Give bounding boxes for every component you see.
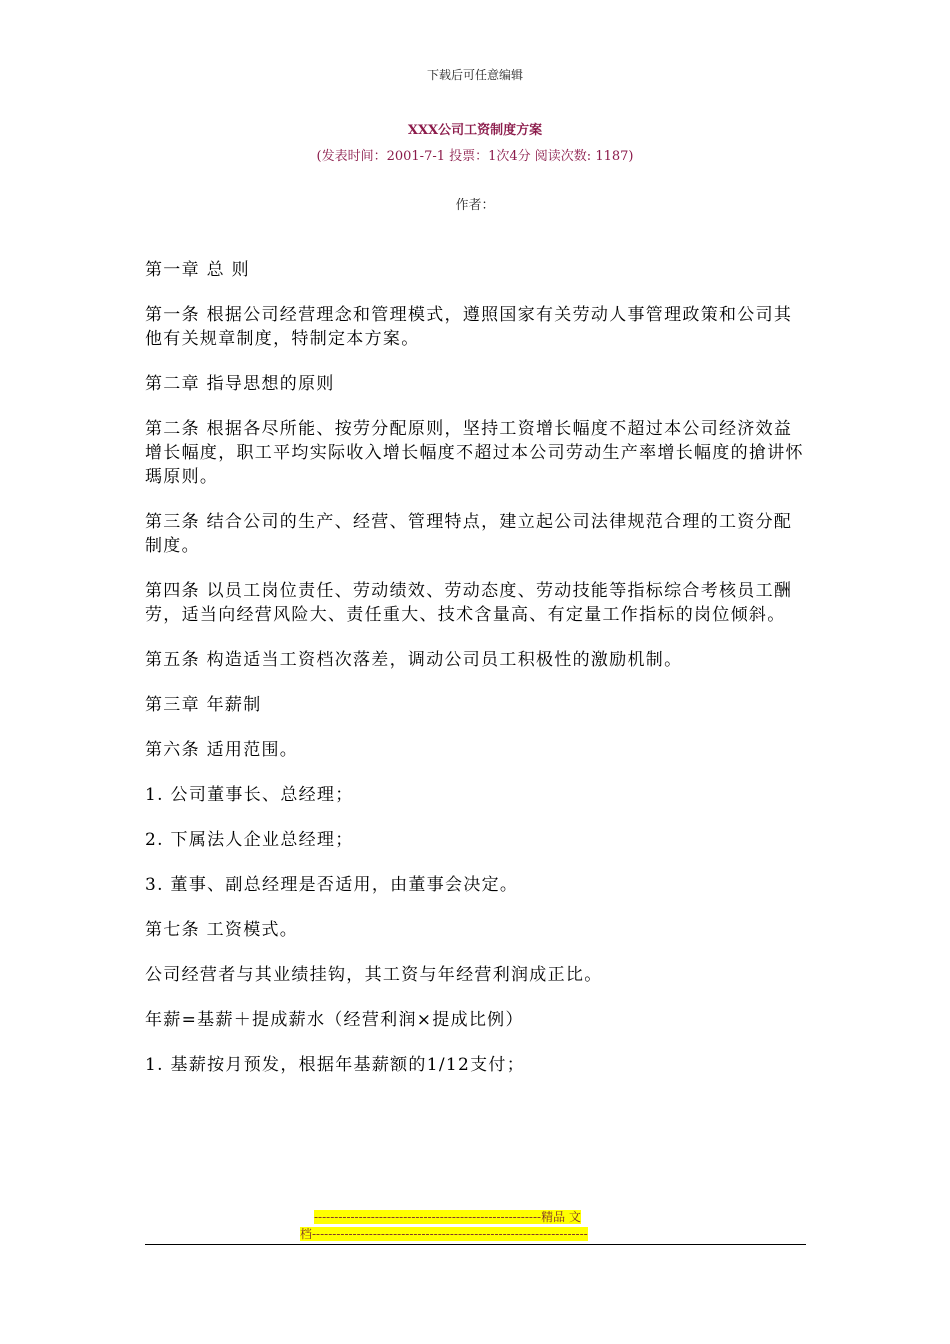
footer-watermark-line-2: 档--------------------------------------------------------------------	[300, 1227, 588, 1241]
salary-formula: 年薪=基薪＋提成薪水（经营利润×提成比例）	[145, 1010, 524, 1030]
chapter-2-heading: 第二章 指导思想的原则	[145, 374, 335, 394]
document-title: XXX公司工资制度方案	[407, 123, 543, 138]
list-item: 3. 董事、副总经理是否适用，由董事会决定。	[145, 875, 519, 895]
article-6: 第六条 适用范围。	[145, 740, 299, 760]
article-4: 第四条 以员工岗位责任、劳动绩效、劳动态度、劳动技能等指标综合考核员工酬劳，适当向经营风险大、责任重大、技术含量高、有定量工作指标的岗位倾斜。	[145, 581, 793, 625]
article-1: 第一条 根据公司经营理念和管理模式，遵照国家有关劳动人事管理政策和公司其他有关规章制度，特制定本方案。	[145, 305, 793, 349]
body-paragraph: 公司经营者与其业绩挂钩，其工资与年经营利润成正比。	[145, 965, 603, 985]
list-item: 1. 基薪按月预发，根据年基薪额的1/12支付；	[145, 1055, 525, 1075]
document-meta: (发表时间：2001-7-1 投票：1次4分 阅读次数: 1187)	[316, 149, 634, 164]
article-7: 第七条 工资模式。	[145, 920, 299, 940]
document-author: 作者：	[455, 198, 495, 213]
chapter-1-heading: 第一章 总 则	[145, 260, 250, 280]
article-5: 第五条 构造适当工资档次落差，调动公司员工积极性的激励机制。	[145, 650, 683, 670]
article-3: 第三条 结合公司的生产、经营、管理特点，建立起公司法律规范合理的工资分配制度。	[145, 512, 793, 556]
footer-divider	[145, 1244, 806, 1245]
footer-watermark-line-1: --------------------------------------------------------精品 文	[314, 1210, 581, 1224]
page-header: 下载后可任意编辑	[426, 68, 523, 82]
list-item: 1. 公司董事长、总经理；	[145, 785, 354, 805]
list-item: 2. 下属法人企业总经理；	[145, 830, 354, 850]
document-body	[145, 258, 805, 1098]
article-2: 第二条 根据各尽所能、按劳分配原则，坚持工资增长幅度不超过本公司经济效益增长幅度，职工平均实际收入增长幅度不超过本公司劳动生产率增长幅度的搶讲怀瑪原则。	[145, 419, 804, 487]
chapter-3-heading: 第三章 年薪制	[145, 695, 262, 715]
footer-watermark	[300, 1209, 650, 1243]
